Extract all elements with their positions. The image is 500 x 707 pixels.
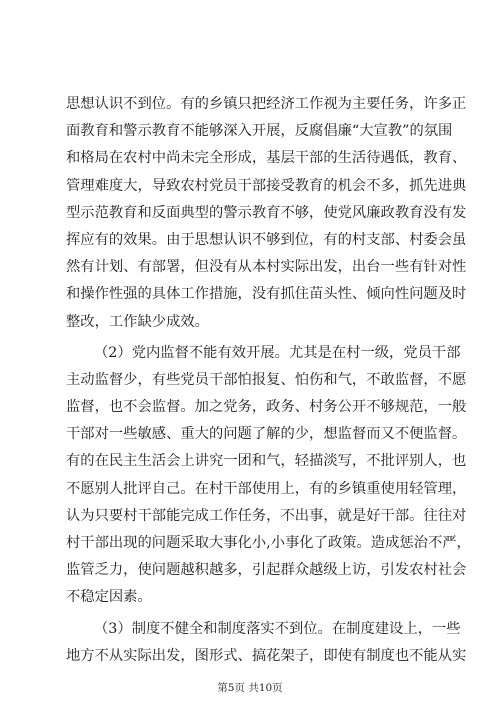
text-line: 和操作性强的具体工作措施，没有抓住苗头性、倾向性问题及时 bbox=[66, 286, 467, 303]
text-line: 认为只要村干部能完成工作任务，不出事，就是好干部。往往对 bbox=[66, 507, 467, 524]
text-line: 然有计划、有部署，但没有从本村实际出发，出台一些有针对性 bbox=[66, 259, 467, 276]
text-line: 面教育和警示教育不能够深入开展，反腐倡廉“大宣教”的氛围 bbox=[66, 123, 453, 140]
paragraph-1 bbox=[66, 91, 467, 336]
text-line: 干部对一些敏感、重大的问题了解的少，想监督而又不便监督。 bbox=[66, 426, 467, 443]
text-line: 挥应有的效果。由于思想认识不够到位，有的村支部、村委会虽 bbox=[66, 231, 467, 248]
paragraph-3 bbox=[66, 616, 467, 670]
text-line: （2）党内监督不能有效开展。尤其是在村一级，党员干部 bbox=[94, 344, 461, 361]
page-footer: 第5页 共10页 bbox=[217, 682, 283, 694]
text-line: 整改，工作缺少成效。 bbox=[66, 313, 209, 330]
paragraph-2 bbox=[66, 340, 471, 612]
text-line: 和格局在农村中尚未完全形成，基层干部的生活待遇低，教育、 bbox=[66, 150, 467, 167]
text-line: 不愿别人批评自己。在村干部使用上，有的乡镇重使用轻管理， bbox=[66, 480, 467, 497]
text-line: 监督，也不会监督。加之党务，政务、村务公开不够规范，一般 bbox=[66, 399, 467, 416]
text-line: 管理难度大，导致农村党员干部接受教育的机会不多，抓先进典 bbox=[66, 177, 467, 194]
text-line: 型示范教育和反面典型的警示教育不够，使党风廉政教育没有发 bbox=[66, 204, 467, 221]
text-line: 不稳定因素。 bbox=[66, 589, 152, 606]
text-line: 地方不从实际出发，图形式、搞花架子，即使有制度也不能从实 bbox=[66, 647, 467, 664]
text-line: 主动监督少，有些党员干部怕报复、怕伤和气，不敢监督，不愿 bbox=[66, 371, 467, 388]
text-line: 有的在民主生活会上讲究一团和气，轻描淡写，不批评别人，也 bbox=[66, 453, 467, 470]
text-line: 村干部出现的问题采取大事化小,小事化了政策。造成惩治不严， bbox=[66, 535, 471, 551]
text-line: 思想认识不到位。有的乡镇只把经济工作视为主要任务，许多正 bbox=[66, 96, 467, 112]
text-line: 监管乏力，使问题越积越多，引起群众越级上访，引发农村社会 bbox=[66, 562, 467, 579]
body-text bbox=[66, 91, 471, 670]
text-line: （3）制度不健全和制度落实不到位。在制度建设上，一些 bbox=[94, 620, 461, 637]
